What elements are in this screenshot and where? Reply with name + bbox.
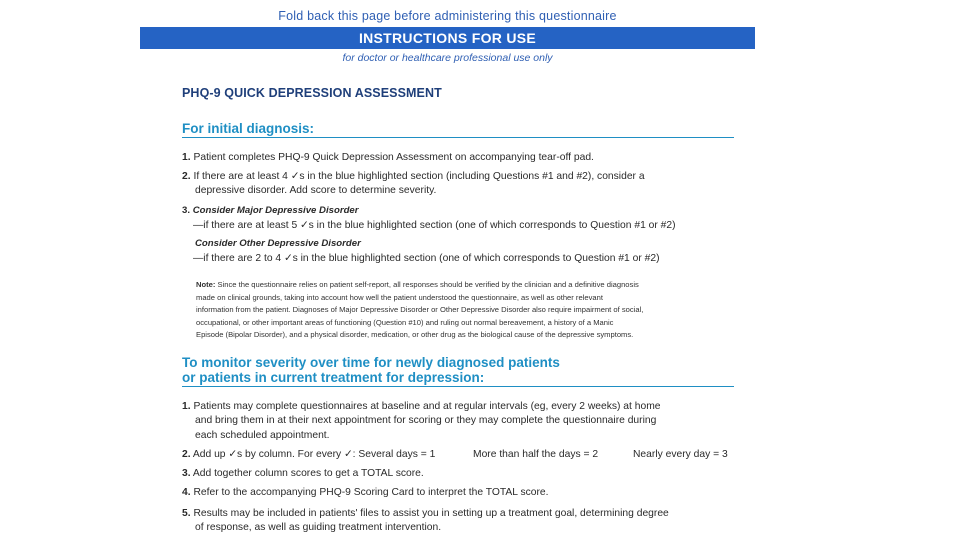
monitor-step-5 [182, 507, 742, 522]
other-depressive-label [195, 237, 755, 252]
step-text: Add together column scores to get a TOTAL score. [192, 468, 424, 479]
note-label: Note: [196, 280, 216, 289]
other-depressive-title: Consider Other Depressive Disorder [195, 238, 361, 249]
fold-back-note: Fold back this page before administering this questionnaire [278, 9, 617, 23]
monitor-step-3 [182, 467, 742, 482]
step-text: Results may be included in patients' files to assist you in setting up a treatment goal, determining degree [193, 508, 669, 519]
diagnosis-step-2 [182, 170, 742, 185]
step-text: Add up ✓s by column. For every ✓: Several days = 1 [192, 449, 436, 460]
step-number: 3. [182, 205, 191, 216]
instructions-banner: INSTRUCTIONS FOR USE [140, 27, 755, 49]
step-number: 1. [182, 152, 191, 163]
step-number: 2. [182, 449, 191, 460]
monitor-step-4 [182, 486, 742, 501]
heading-line: To monitor severity over time for newly diagnosed patients [182, 355, 560, 370]
step-text: Refer to the accompanying PHQ-9 Scoring Card to interpret the TOTAL score. [193, 487, 549, 498]
step-text: Patient completes PHQ-9 Quick Depression Assessment on accompanying tear-off pad. [193, 152, 594, 163]
monitor-step-1-cont: each scheduled appointment. [195, 430, 330, 441]
monitor-severity-heading [182, 355, 734, 387]
note-line-2: made on clinical grounds, taking into account how well the patient understood the questionnaire, as well as other relevant [196, 293, 603, 302]
step-number: 2. [182, 171, 191, 182]
nearly-every-day-score: Nearly every day = 3 [633, 449, 728, 460]
step-number: 1. [182, 401, 191, 412]
diagnosis-step-2-cont [182, 184, 755, 199]
note-line-5: Episode (Bipolar Disorder), and a physical disorder, medication, or other drug as the biological cause of the depressive symptoms. [196, 330, 634, 339]
monitor-step-5-cont: of response, as well as guiding treatment intervention. [195, 522, 442, 533]
diagnosis-step-3 [182, 204, 742, 219]
heading-line: or patients in current treatment for depression: [182, 370, 485, 385]
professional-use-note: for doctor or healthcare professional use only [342, 52, 553, 64]
monitor-step-1-cont: and bring them in at their next appointment for scoring or they may complete the questionnaire during [195, 415, 657, 426]
note-line-3: information from the patient. Diagnoses of Major Depressive Disorder or Other Depressive Disorder also require impairment of social, [196, 305, 644, 314]
step-text: If there are at least 4 ✓s in the blue highlighted section (including Questions #1 and #2), consider a [193, 171, 645, 182]
step-text: depressive disorder. Add score to determine severity. [195, 185, 437, 196]
step-text: Patients may complete questionnaires at baseline and at regular intervals (eg, every 2 weeks) at home [193, 401, 661, 412]
step-number: 4. [182, 487, 191, 498]
page-title: PHQ-9 QUICK DEPRESSION ASSESSMENT [182, 86, 442, 100]
more-than-half-score: More than half the days = 2 [473, 449, 599, 460]
diagnosis-step-1 [182, 151, 742, 166]
note-text: Since the questionnaire relies on patient self-report, all responses should be verified by the clinician and a definitive diagnosis [215, 280, 639, 289]
major-depressive-criteria: —if there are at least 5 ✓s in the blue highlighted section (one of which corresponds to Question #1 or #2) [193, 220, 676, 231]
step-number: 5. [182, 508, 191, 519]
major-depressive-label: Consider Major Depressive Disorder [192, 205, 359, 216]
initial-diagnosis-heading: For initial diagnosis: [182, 121, 734, 138]
note-line-4: occupational, or other important areas of functioning (Question #10) and ruling out normal bereavement, a history of a Manic [196, 318, 614, 327]
note-line-1 [196, 279, 746, 292]
other-depressive-criteria: —if there are 2 to 4 ✓s in the blue highlighted section (one of which corresponds to Question #1 or #2) [193, 253, 660, 264]
step-number: 3. [182, 468, 191, 479]
monitor-step-1 [182, 400, 742, 415]
